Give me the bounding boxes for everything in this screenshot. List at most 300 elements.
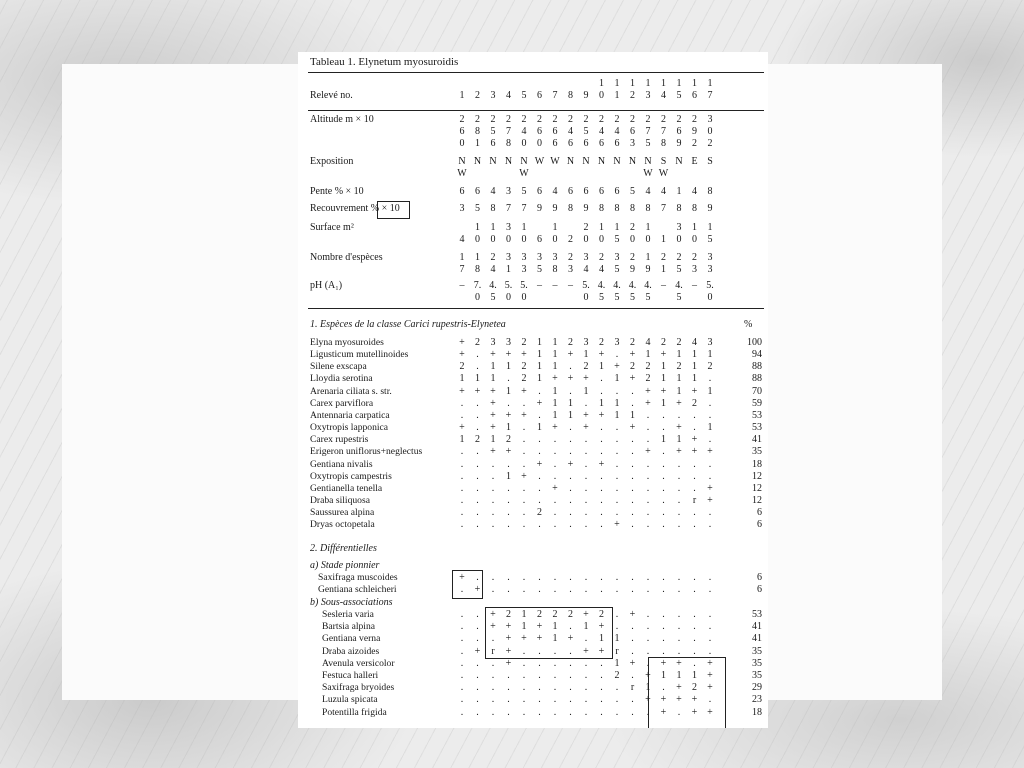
species-value: . — [615, 609, 619, 620]
species-value: + — [707, 657, 713, 669]
species-value: + — [521, 385, 527, 397]
species-value: 2 — [692, 682, 697, 694]
species-value: + — [490, 609, 496, 620]
species-value: . — [538, 670, 541, 681]
header-value: 8 — [475, 264, 480, 275]
species-value: 1 — [645, 682, 651, 694]
species-percent: 59 — [752, 397, 762, 409]
header-value: 3 — [521, 264, 527, 275]
species-value: 2 — [707, 361, 713, 373]
species-value: . — [584, 397, 588, 409]
header-value: 4. — [613, 280, 621, 291]
header-value: 3 — [506, 222, 511, 233]
species-value: 1 — [552, 409, 558, 421]
species-value: + — [645, 670, 651, 681]
header-value: 2 — [552, 114, 558, 125]
header-value: 5 — [599, 292, 604, 303]
species-value: 2 — [521, 361, 527, 373]
species-name: Draba siliquosa — [310, 494, 370, 506]
species-value: + — [691, 694, 698, 706]
header-value: 7. — [473, 280, 482, 291]
species-value: + — [629, 349, 636, 361]
species-value: . — [708, 397, 712, 409]
species-value: 1 — [552, 361, 558, 373]
species-value: . — [584, 519, 588, 531]
species-value: . — [476, 494, 479, 506]
header-value: 6 — [583, 138, 589, 149]
header-value: 6 — [568, 138, 573, 149]
header-value: 1 — [506, 264, 511, 275]
header-value: 7 — [661, 203, 666, 214]
species-value: . — [569, 670, 572, 681]
header-value: 2 — [692, 114, 697, 125]
species-value: . — [677, 633, 681, 645]
header-value: 2 — [475, 114, 480, 125]
species-value: . — [662, 470, 665, 482]
header-value: 5 — [521, 186, 527, 197]
header-value: 2 — [661, 252, 666, 263]
species-value: 1 — [506, 361, 511, 373]
species-value: 1 — [661, 434, 666, 446]
header-value: 5. — [706, 280, 714, 291]
header-value: – — [537, 280, 542, 291]
species-value: . — [476, 572, 479, 583]
header-value: 3 — [506, 252, 511, 263]
species-value: . — [569, 422, 572, 434]
species-value: 1 — [676, 349, 682, 361]
species-value: 2 — [521, 373, 527, 385]
species-value: + — [474, 385, 481, 397]
species-value: + — [598, 458, 605, 470]
header-value: 2 — [490, 114, 496, 125]
species-value: . — [460, 519, 464, 531]
header-value: 1 — [692, 78, 697, 89]
header-value: 7 — [506, 203, 511, 214]
species-value: 1 — [568, 397, 573, 409]
header-value: 5. — [504, 280, 513, 291]
species-value: . — [600, 694, 603, 706]
species-value: . — [491, 584, 495, 596]
species-value: . — [491, 694, 495, 706]
species-value: . — [476, 694, 479, 706]
species-value: . — [646, 507, 650, 519]
header-value: 6 — [614, 138, 620, 149]
header-value: 8 — [661, 138, 666, 149]
header-value: 0 — [459, 138, 465, 149]
header-value: 0 — [707, 126, 713, 137]
header-value: 1 — [599, 78, 604, 89]
species-value: + — [459, 337, 465, 348]
species-value: . — [708, 621, 712, 633]
species-value: . — [538, 470, 541, 482]
species-value: + — [629, 422, 636, 434]
header-value: 1 — [459, 90, 465, 101]
header-value: 3 — [692, 264, 697, 275]
species-value: . — [538, 482, 541, 494]
header-value: 4 — [490, 264, 496, 275]
header-value: 4 — [521, 126, 527, 137]
species-value: . — [507, 572, 510, 583]
header-value: 0 — [630, 234, 635, 245]
species-value: 1 — [552, 337, 558, 348]
species-value: 1 — [475, 373, 480, 385]
species-value: + — [614, 519, 620, 531]
species-value: . — [569, 519, 572, 531]
species-value: . — [538, 434, 541, 446]
species-value: . — [538, 409, 541, 421]
species-percent: 41 — [752, 633, 762, 645]
header-value: 6 — [459, 126, 465, 137]
species-value: . — [476, 361, 479, 373]
species-value: + — [505, 645, 512, 657]
species-value: + — [583, 609, 589, 620]
species-value: + — [707, 482, 713, 494]
species-percent: 88 — [752, 373, 762, 385]
species-name: Erigeron uniflorus+neglectus — [310, 446, 423, 458]
species-value: . — [708, 507, 712, 519]
header-label: pH (A₁) — [310, 280, 343, 291]
species-value: + — [660, 349, 667, 361]
species-value: + — [645, 397, 651, 409]
species-value: . — [600, 373, 603, 385]
species-value: . — [584, 434, 588, 446]
species-value: + — [645, 446, 651, 458]
header-value: 3 — [707, 264, 713, 275]
header-value: N — [520, 156, 528, 167]
header-value: 1 — [661, 234, 666, 245]
species-value: . — [553, 645, 557, 657]
species-value: + — [536, 397, 543, 409]
species-value: 1 — [506, 422, 511, 434]
species-value: . — [662, 633, 665, 645]
header-value: 3 — [614, 252, 620, 263]
header-value: 5 — [490, 126, 496, 137]
header-value: 4 — [661, 90, 666, 101]
species-percent: 6 — [757, 519, 762, 531]
species-value: 1 — [599, 397, 604, 409]
species-value: + — [676, 657, 682, 669]
species-value: . — [460, 397, 464, 409]
header-value: W — [457, 168, 467, 179]
species-value: . — [708, 470, 712, 482]
header-value: 2 — [630, 114, 635, 125]
header-value: 5 — [475, 203, 480, 214]
species-name: Saxifraga muscoides — [318, 572, 398, 583]
header-value: 6 — [692, 90, 697, 101]
species-value: 1 — [552, 385, 558, 397]
species-value: + — [676, 694, 682, 706]
species-value: 1 — [490, 434, 496, 446]
species-value: . — [662, 422, 665, 434]
header-value: 4 — [599, 264, 604, 275]
species-value: . — [646, 706, 650, 718]
header-value: 0 — [707, 292, 713, 303]
header-value: 3 — [645, 90, 651, 101]
species-name: Luzula spicata — [322, 694, 378, 706]
species-value: . — [708, 519, 712, 531]
header-value: 2 — [692, 138, 697, 149]
header-label: Surface m² — [310, 222, 354, 233]
percent-header: % — [744, 319, 753, 330]
species-percent: 53 — [752, 422, 762, 434]
species-value: 1 — [661, 373, 666, 385]
species-value: . — [569, 446, 572, 458]
species-value: . — [677, 706, 681, 718]
header-value: 3 — [521, 252, 527, 263]
species-value: . — [476, 682, 479, 694]
species-value: + — [552, 373, 558, 385]
species-value: . — [460, 645, 464, 657]
species-value: . — [646, 584, 650, 596]
species-value: . — [615, 434, 619, 446]
species-value: . — [507, 670, 510, 681]
species-value: . — [507, 694, 510, 706]
section2-sub-b: b) Sous-associations — [310, 597, 393, 608]
header-value: 0 — [645, 234, 651, 245]
species-value: . — [600, 422, 603, 434]
species-value: . — [631, 621, 634, 633]
header-value: 4 — [645, 186, 651, 197]
header-value: 8 — [506, 138, 511, 149]
species-value: 1 — [661, 397, 666, 409]
species-value: . — [615, 621, 619, 633]
species-value: 1 — [537, 337, 542, 348]
header-value: 2 — [599, 114, 604, 125]
species-value: . — [708, 694, 712, 706]
header-value: 5 — [614, 264, 620, 275]
species-value: . — [507, 584, 510, 596]
header-value: W — [519, 168, 529, 179]
header-value: 8 — [614, 203, 620, 214]
species-value: . — [538, 494, 541, 506]
species-value: 2 — [599, 337, 604, 348]
species-value: 1 — [707, 349, 713, 361]
header-value: 2 — [614, 114, 620, 125]
species-value: + — [660, 694, 667, 706]
species-value: + — [505, 349, 512, 361]
species-percent: 12 — [752, 494, 762, 506]
header-value: W — [643, 168, 653, 179]
header-value: 5 — [676, 90, 682, 101]
species-value: . — [460, 706, 464, 718]
species-value: . — [584, 470, 588, 482]
species-value: . — [662, 482, 665, 494]
header-value: 1 — [521, 222, 527, 233]
species-value: . — [507, 494, 510, 506]
species-value: . — [646, 633, 650, 645]
header-value: 1 — [645, 78, 651, 89]
species-value: . — [646, 645, 650, 657]
header-value: 0 — [490, 234, 496, 245]
species-value: . — [569, 494, 572, 506]
species-value: . — [522, 584, 526, 596]
species-value: + — [691, 446, 698, 458]
species-value: . — [460, 621, 464, 633]
header-value: 4 — [568, 126, 573, 137]
species-value: . — [615, 507, 619, 519]
header-value: 5 — [676, 264, 682, 275]
header-value: 6 — [676, 126, 682, 137]
species-value: . — [491, 507, 495, 519]
species-name: Gentianella tenella — [310, 482, 383, 494]
species-value: . — [662, 621, 665, 633]
species-value: . — [460, 458, 464, 470]
header-value: 4. — [644, 280, 652, 291]
species-value: . — [615, 422, 619, 434]
species-value: . — [646, 422, 650, 434]
header-value: 7 — [552, 90, 558, 101]
header-value: 2 — [630, 222, 635, 233]
species-value: 2 — [506, 609, 511, 620]
header-value: W — [534, 156, 545, 167]
header-value: 4. — [628, 280, 637, 291]
species-value: . — [631, 584, 634, 596]
species-value: 2 — [552, 609, 558, 620]
species-value: 1 — [521, 609, 527, 620]
header-value: 8 — [707, 186, 713, 197]
header-value: 0 — [537, 138, 542, 149]
species-value: . — [491, 519, 495, 531]
header-value: 0 — [552, 234, 558, 245]
species-value: 1 — [490, 361, 496, 373]
species-value: . — [584, 482, 588, 494]
species-value: + — [676, 446, 682, 458]
header-value: 6 — [599, 186, 604, 197]
header-value: 4 — [459, 234, 465, 245]
header-value: 3 — [630, 138, 635, 149]
species-value: 3 — [614, 337, 620, 348]
header-value: 8 — [630, 203, 635, 214]
species-value: + — [707, 494, 713, 506]
species-value: + — [583, 409, 589, 421]
species-value: . — [646, 458, 650, 470]
species-value: . — [476, 446, 479, 458]
species-value: 1 — [506, 385, 511, 397]
species-value: 1 — [568, 409, 573, 421]
species-value: r — [491, 645, 495, 657]
header-value: 5 — [537, 264, 542, 275]
species-value: + — [490, 422, 496, 434]
species-value: . — [600, 584, 603, 596]
header-value: 3 — [707, 114, 713, 125]
species-percent: 23 — [752, 694, 762, 706]
species-value: + — [552, 422, 558, 434]
species-value: 2 — [630, 361, 635, 373]
species-value: . — [553, 519, 557, 531]
header-value: N — [628, 156, 637, 167]
species-value: . — [538, 584, 541, 596]
species-value: + — [598, 349, 605, 361]
header-value: 8 — [475, 126, 480, 137]
header-value: 9 — [583, 203, 589, 214]
species-value: . — [662, 682, 665, 694]
species-value: . — [693, 507, 696, 519]
species-value: . — [584, 584, 588, 596]
species-value: + — [645, 694, 651, 706]
species-value: . — [646, 494, 650, 506]
species-value: . — [600, 434, 603, 446]
species-percent: 53 — [752, 409, 762, 421]
species-percent: 12 — [752, 470, 762, 482]
species-value: . — [600, 657, 603, 669]
species-value: 2 — [645, 373, 651, 385]
species-value: . — [584, 446, 588, 458]
species-value: . — [491, 482, 495, 494]
header-value: 2 — [568, 252, 573, 263]
header-value: 1 — [614, 90, 620, 101]
header-value: 5 — [583, 126, 589, 137]
species-value: . — [631, 434, 634, 446]
header-label: Altitude m × 10 — [310, 114, 374, 125]
species-value: r — [630, 682, 635, 694]
species-value: . — [693, 657, 696, 669]
header-value: W — [550, 156, 560, 167]
header-label: Pente % × 10 — [310, 186, 364, 197]
species-value: 1 — [614, 373, 620, 385]
species-value: . — [600, 706, 603, 718]
species-value: 1 — [537, 349, 542, 361]
species-value: . — [615, 572, 619, 583]
species-value: 2 — [676, 337, 682, 348]
species-value: . — [615, 706, 619, 718]
header-value: 8 — [552, 264, 558, 275]
species-value: . — [460, 470, 464, 482]
species-value: . — [677, 409, 681, 421]
header-value: 3 — [676, 222, 682, 233]
header-value: – — [552, 280, 558, 291]
header-value: – — [661, 280, 666, 291]
species-value: . — [631, 694, 634, 706]
species-value: . — [662, 409, 665, 421]
species-value: 2 — [583, 361, 589, 373]
species-value: 1 — [552, 349, 558, 361]
species-value: . — [522, 507, 526, 519]
species-value: . — [460, 694, 464, 706]
species-value: . — [522, 706, 526, 718]
species-value: + — [567, 373, 574, 385]
header-value: 2 — [459, 114, 465, 125]
species-value: . — [538, 519, 541, 531]
header-value: 5. — [582, 280, 590, 291]
species-value: 1 — [599, 633, 604, 645]
species-value: . — [708, 609, 712, 620]
species-name: Arenaria ciliata s. str. — [310, 385, 392, 397]
header-value: 1 — [490, 222, 496, 233]
species-value: . — [476, 519, 479, 531]
species-value: . — [476, 670, 479, 681]
species-value: + — [629, 657, 636, 669]
header-value: 8 — [692, 203, 697, 214]
header-value: 1 — [645, 222, 651, 233]
species-value: . — [662, 458, 665, 470]
species-value: + — [490, 397, 496, 409]
species-value: 3 — [707, 337, 713, 348]
header-value: 7 — [661, 126, 666, 137]
species-value: + — [474, 645, 481, 657]
species-value: . — [460, 507, 464, 519]
species-value: . — [569, 706, 572, 718]
species-value: . — [600, 670, 603, 681]
header-value: 4 — [599, 126, 604, 137]
species-value: . — [615, 482, 619, 494]
section2-sub-a: a) Stade pionnier — [310, 560, 380, 571]
section2-title: 2. Différentielles — [310, 543, 377, 554]
header-value: N — [644, 156, 652, 167]
species-value: . — [693, 458, 696, 470]
species-value: 1 — [707, 385, 713, 397]
species-value: . — [569, 694, 572, 706]
header-value: 7 — [645, 126, 651, 137]
